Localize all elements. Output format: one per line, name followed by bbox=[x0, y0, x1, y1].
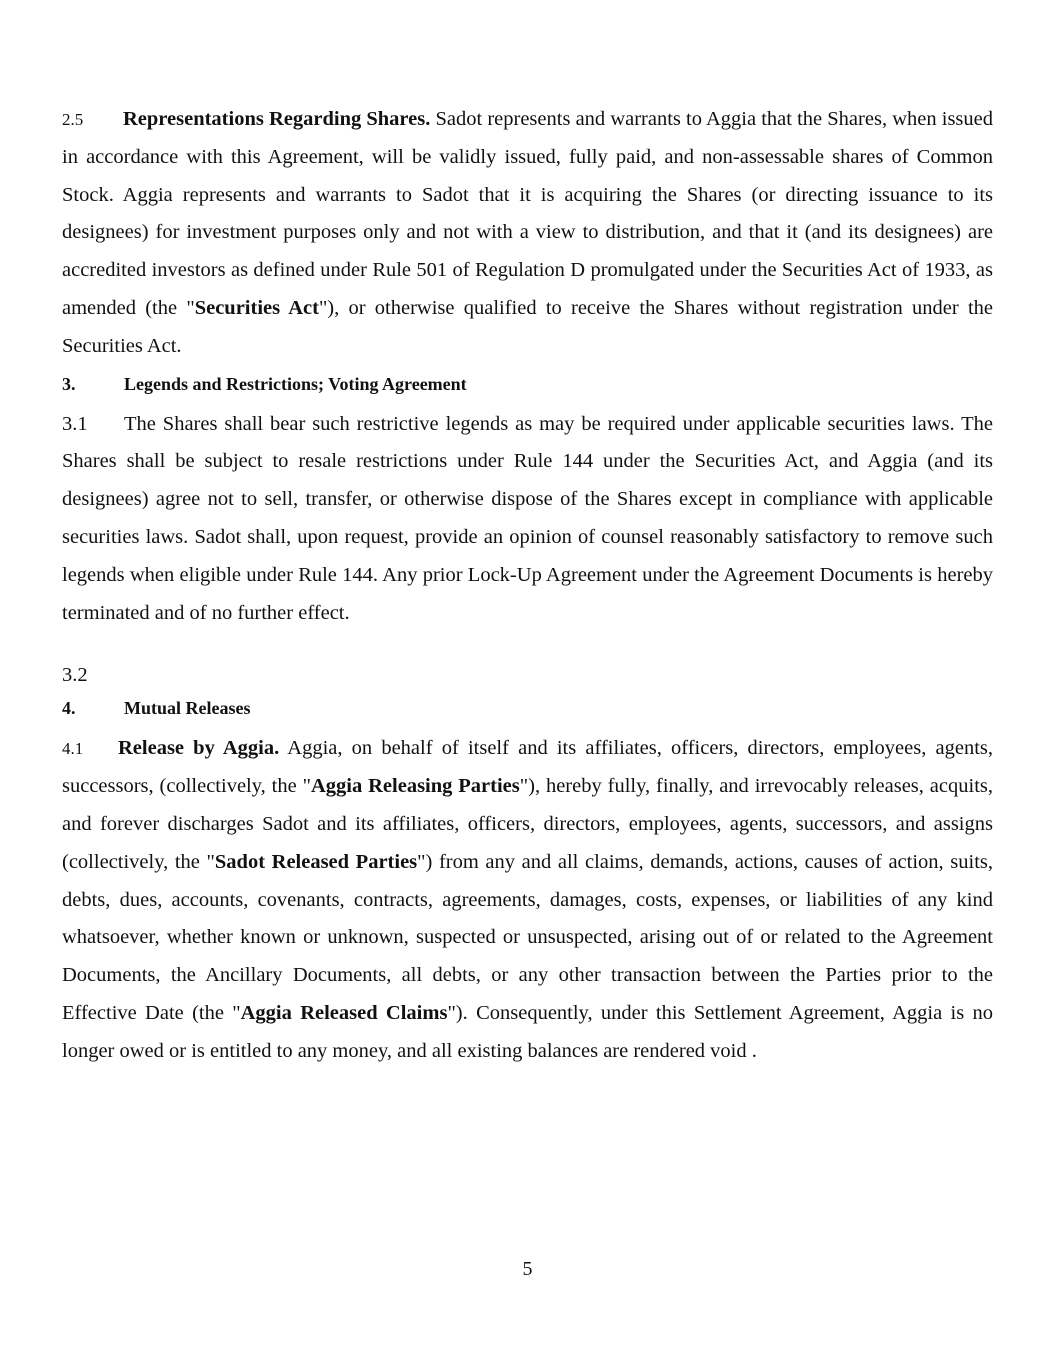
paragraph-text: Sadot represents and warrants to Aggia that the Shares, when issued in accordance with this Agreement, will be validly issued, fully paid, and non-assessable shares of Common Stock. Aggia represents and warrants to Sadot that it is acquiring the Shares (or directing issuance to its designees) for investment purposes only and not with a view to distribution, and that it (and its designees) are accredited investors as defined under Rule 501 of Regulation D promulgated under the Securities Act of 1933, as amended (the " bbox=[62, 108, 993, 319]
section-2-5 bbox=[62, 101, 993, 366]
section-4-1 bbox=[62, 730, 993, 1070]
section-number: 3.2 bbox=[62, 664, 88, 687]
document-page bbox=[62, 101, 993, 1071]
section-number: 4.1 bbox=[62, 739, 84, 759]
defined-term: Sadot Released Parties bbox=[214, 850, 418, 873]
paragraph-text: Aggia, on behalf of itself and its affiliates, officers, directors, employees, agents, successors, (collectively, the " bbox=[62, 737, 993, 798]
section-3-1 bbox=[62, 406, 993, 633]
section-title: Release by Aggia. bbox=[118, 737, 280, 760]
paragraph-text: "), or otherwise qualified to receive the Shares without registration under the Securities Act. bbox=[62, 296, 993, 357]
paragraph-text: "). Consequently, under this Settlement Agreement, Aggia is no longer owed or is entitled to any money, and all existing balances are rendered void . bbox=[62, 1001, 993, 1062]
paragraph-text: The Shares shall bear such restrictive legends as may be required under applicable securities laws. The Shares shall be subject to resale restrictions under Rule 144 under the Securities Act, and Aggia (and its designees) agree not to sell, transfer, or otherwise dispose of the Shares except in compliance with applicable securities laws. Sadot shall, upon request, provide an opinion of counsel reasonably satisfactory to remove such legends when eligible under Rule 144. Any prior Lock-Up Agreement under the Agreement Documents is hereby terminated and of no further effect. bbox=[62, 412, 993, 624]
defined-term: Aggia Releasing Parties bbox=[310, 775, 520, 798]
section-title: Representations Regarding Shares. bbox=[123, 108, 431, 130]
defined-term: Securities Act bbox=[194, 296, 319, 319]
section-number: 4. bbox=[62, 698, 76, 719]
section-number: 3. bbox=[62, 373, 76, 394]
section-title: Legends and Restrictions; Voting Agreement bbox=[124, 373, 467, 394]
section-4-heading bbox=[62, 694, 993, 722]
section-number: 3.1 bbox=[62, 412, 88, 435]
section-title: Mutual Releases bbox=[124, 698, 251, 719]
page-number: 5 bbox=[522, 1258, 533, 1280]
defined-term: Aggia Released Claims bbox=[240, 1001, 448, 1024]
paragraph-text: "), hereby fully, finally, and irrevocably releases, acquits, and forever discharges Sadot and its affiliates, officers, directors, employees, agents, successors, and assigns (collectively, the " bbox=[62, 775, 993, 873]
section-number: 2.5 bbox=[62, 110, 84, 129]
section-3-heading bbox=[62, 370, 993, 398]
section-3-2 bbox=[62, 656, 993, 694]
paragraph-text: ") from any and all claims, demands, actions, causes of action, suits, debts, dues, accounts, covenants, contracts, agreements, damages, costs, expenses, or liabilities of any kind whatsoever, whether known or unknown, suspected or unsuspected, arising out of or related to the Agreement Documents, the Ancillary Documents, all debts, or any other transaction between the Parties prior to the Effective Date (the " bbox=[62, 850, 993, 1024]
